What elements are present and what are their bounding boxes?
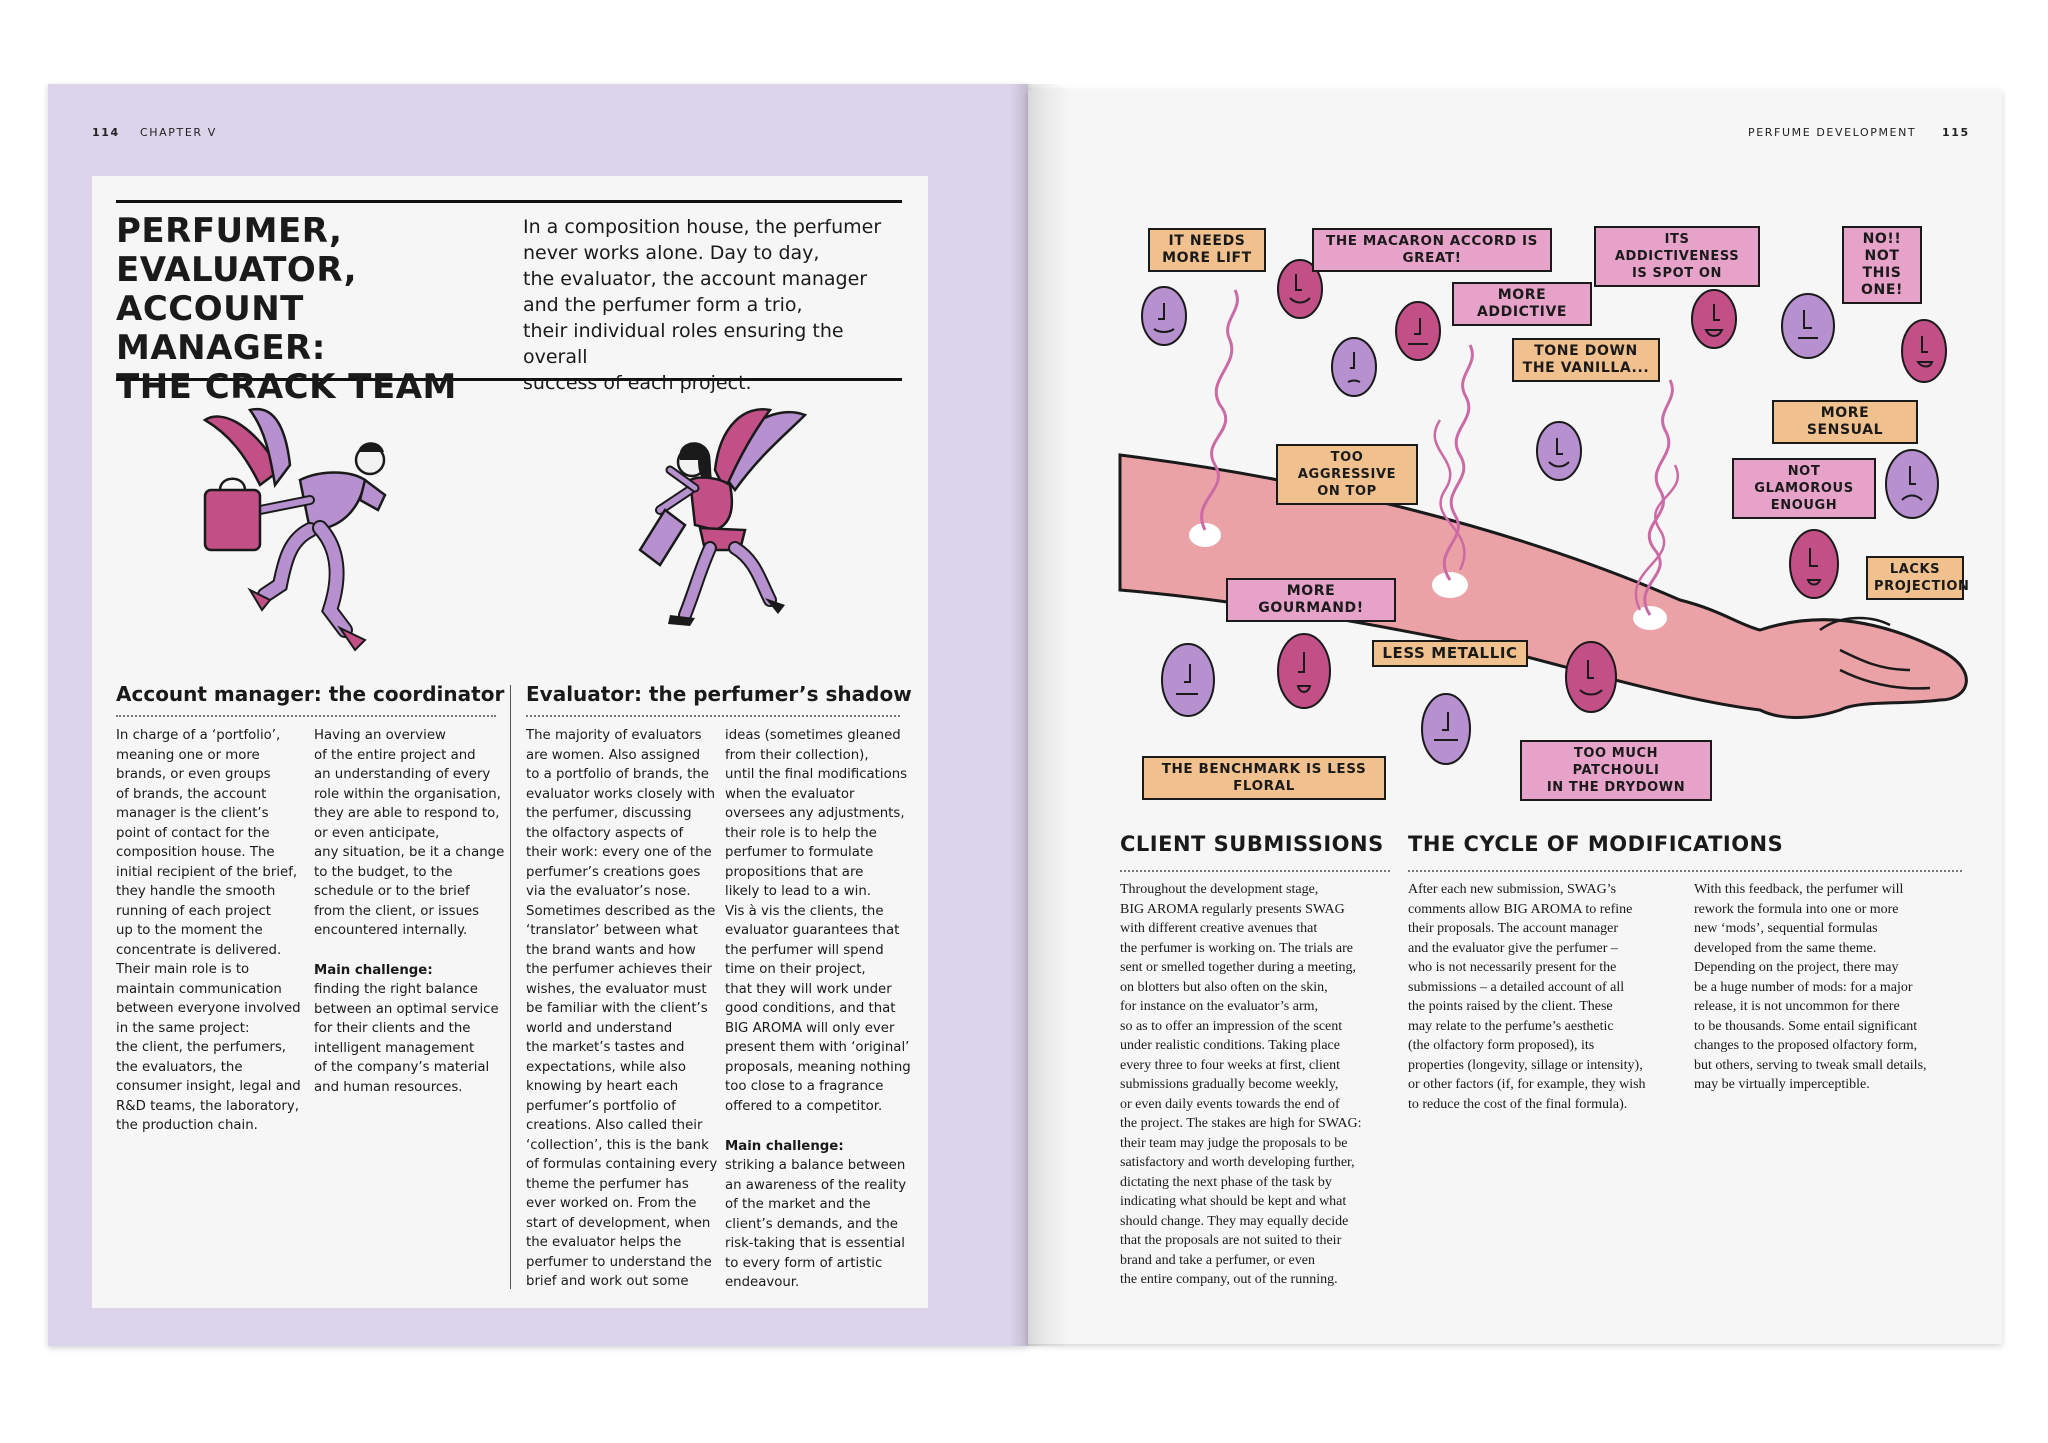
column-divider	[510, 685, 511, 1289]
face-icon	[1780, 292, 1836, 360]
speech-bubble: MORE SENSUAL	[1772, 400, 1918, 444]
scent-squiggle	[1645, 380, 1673, 615]
speech-bubble: TOO MUCH PATCHOULI IN THE DRYDOWN	[1520, 740, 1712, 801]
right-running-head: PERFUME DEVELOPMENT	[1748, 126, 1917, 139]
speech-bubble: THE BENCHMARK IS LESS FLORAL	[1142, 756, 1386, 800]
face-icon	[1900, 318, 1948, 384]
face-icon	[1420, 692, 1472, 766]
evaluator-challenge-label: Main challenge:	[725, 1139, 844, 1154]
speech-bubble: NOT GLAMOROUS ENOUGH	[1732, 458, 1876, 519]
face-icon	[1394, 300, 1442, 362]
scent-dot	[1633, 606, 1667, 630]
left-running-head: CHAPTER V	[140, 126, 217, 139]
section-divider	[116, 715, 496, 717]
evaluator-col2: ideas (sometimes gleaned from their collection), until the final modifications when the evaluator oversees any adjustments, their role is to help the perfumer to formulate propositions that are likely to lead to a win. Vis à vis the clients, the evaluator guarantees that the perfumer will spend time on their project, that they will work under good conditions, and that BIG AROMA will only ever present them with ‘original’ proposals, meaning nothing too close to a fragrance offered to a competitor.	[725, 728, 911, 1114]
top-rule	[116, 200, 902, 203]
account-manager-illustration	[190, 400, 410, 660]
face-icon	[1564, 640, 1618, 714]
speech-bubble: ITS ADDICTIVENESS IS SPOT ON	[1594, 226, 1760, 287]
speech-bubble: LACKS PROJECTION	[1866, 556, 1964, 600]
speech-bubble: THE MACARON ACCORD IS GREAT!	[1312, 228, 1552, 272]
face-icon	[1140, 285, 1188, 347]
cycle-heading: THE CYCLE OF MODIFICATIONS	[1408, 832, 1784, 856]
section-divider	[1120, 870, 1390, 872]
face-icon	[1884, 448, 1940, 520]
evaluator-col1: The majority of evaluators are women. Also assigned to a portfolio of brands, the evaluator works closely with the perfumer, discussing the olfactory aspects of their work: every one of the perfumer’s creations goes via the evaluator’s nose. Sometimes described as the ‘translator’ between what the brand wants and how the perfumer achieves their wishes, the evaluator must be familiar with the client’s world and understand the market’s tastes and expectations, while also knowing by heart each perfumer’s portfolio of creations. Also called their ‘collection’, this is the bank of formulas containing every theme the perfumer has ever worked on. From the start of development, when the evaluator helps the perfumer to understand the brief and work out some	[526, 728, 718, 1289]
evaluator-illustration	[620, 400, 820, 660]
left-folio: 114	[92, 126, 120, 139]
section-divider	[526, 715, 900, 717]
face-icon	[1330, 336, 1378, 398]
face-icon	[1160, 642, 1216, 718]
face-icon	[1690, 288, 1738, 350]
face-icon	[1535, 420, 1583, 482]
speech-bubble: TONE DOWN THE VANILLA...	[1512, 338, 1660, 382]
intro-text: In a composition house, the perfumer never works alone. Day to day, the evaluator, the account manager and the perfumer form a trio, their individual roles ensuring the overall success of each project.	[523, 216, 882, 394]
scent-dot	[1432, 572, 1468, 598]
evaluator-heading: Evaluator: the perfumer’s shadow	[526, 682, 912, 706]
client-submissions-text: Throughout the development stage, BIG AROMA regularly presents SWAG with different creative avenues that the perfumer is working on. The trials are sent or smelled together during a meeting, on blotters but also often on the skin, for instance on the evaluator’s arm, so as to offer an impression of the scent under realistic conditions. Taking place every three to four weeks at first, client submissions gradually become weekly, or even daily events towards the end of the project. The stakes are high for SWAG: their team may judge the proposals to be satisfactory and worth developing further, dictating the next phase of the task by indicating what should be kept and what should change. They may equally decide that the proposals are not suited to their brand and take a perfumer, or even the entire company, out of the running.	[1120, 882, 1362, 1287]
cycle-col1: After each new submission, SWAG’s comments allow BIG AROMA to refine their proposals. The account manager and the evaluator give the perfumer – who is not necessarily present for the submissions – a detailed account of all the points raised by the client. These may relate to the perfume’s aesthetic (the olfactory form proposed), its properties (longevity, sillage or intensity), or other factors (if, for example, they wish to reduce the cost of the final formula).	[1408, 882, 1646, 1112]
account-manager-challenge-text: finding the right balance between an optimal service for their clients and the intelligent management of the company’s material and human resources.	[314, 982, 499, 1095]
gutter-shadow	[1010, 84, 1070, 1346]
speech-bubble: IT NEEDS MORE LIFT	[1148, 228, 1266, 272]
evaluator-challenge-text: striking a balance between an awareness of the reality of the market and the client’s demands, and the risk-taking that is essential to every form of artistic endeavour.	[725, 1158, 907, 1290]
speech-bubble: NO!! NOT THIS ONE!	[1842, 226, 1922, 304]
account-manager-col1: In charge of a ‘portfolio’, meaning one or more brands, or even groups of brands, the account manager is the client’s point of contact for the composition house. The initial recipient of the brief, they handle the smooth running of each project up to the moment the concentrate is delivered. Their main role is to maintain communication between everyone involved in the same project: the client, the perfumers, the evaluators, the consumer insight, legal and R&D teams, the laboratory, the production chain.	[116, 728, 301, 1133]
speech-bubble: LESS METALLIC	[1372, 640, 1528, 667]
account-manager-col2: Having an overview of the entire project and an understanding of every role within the organisation, they are able to respond to, or even anticipate, any situation, be it a change to the budget, to the schedule or to the brief from the client, or issues encountered internally.	[314, 728, 505, 938]
cycle-col2: With this feedback, the perfumer will rework the formula into one or more new ‘mods’, sequential formulas developed from the same theme. Depending on the project, there may be a huge number of mods: for a major release, it is not uncommon for there to be thousands. Some entail significant changes to the proposed olfactory form, but others, serving to tweak small details, may be virtually imperceptible.	[1694, 882, 1927, 1092]
speech-bubble: MORE ADDICTIVE	[1452, 282, 1592, 326]
right-folio: 115	[1942, 126, 1970, 139]
speech-bubble: MORE GOURMAND!	[1226, 578, 1396, 622]
account-manager-heading: Account manager: the coordinator	[116, 682, 505, 706]
section-divider	[1408, 870, 1962, 872]
account-manager-challenge-label: Main challenge:	[314, 963, 433, 978]
face-icon	[1276, 632, 1332, 710]
client-submissions-heading: CLIENT SUBMISSIONS	[1120, 832, 1384, 856]
page-title: PERFUMER, EVALUATOR, ACCOUNT MANAGER: THE CRACK TEAM	[116, 211, 457, 407]
face-icon	[1788, 528, 1840, 600]
speech-bubble: TOO AGGRESSIVE ON TOP	[1276, 444, 1418, 505]
